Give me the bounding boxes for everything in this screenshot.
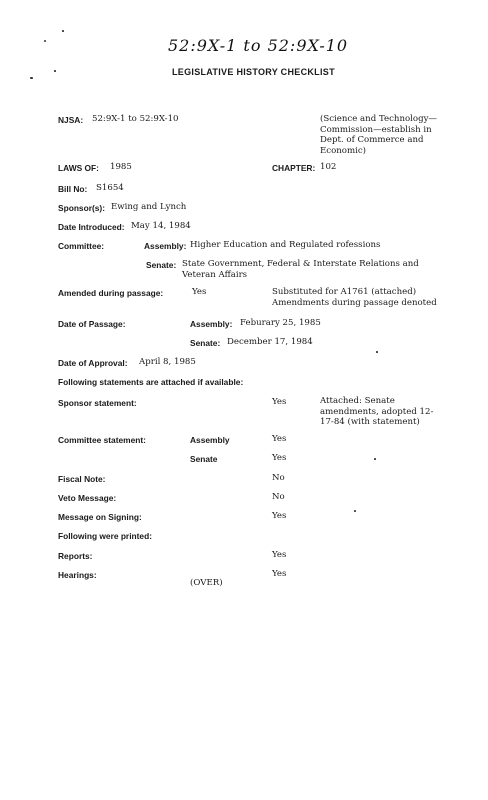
committee-statement-senate-value: Yes xyxy=(272,453,287,463)
fiscal-note-value: No xyxy=(272,473,285,483)
amended-value: Yes xyxy=(192,287,207,297)
committee-assembly-label: Assembly: xyxy=(144,241,187,251)
laws-of-value: 1985 xyxy=(110,162,132,172)
bill-no-label: Bill No: xyxy=(58,184,88,194)
sponsor-statement-note: Attached: Senate amendments, adopted 12-17-84 (with statement) xyxy=(320,396,434,427)
date-of-approval-label: Date of Approval: xyxy=(58,358,128,368)
committee-statement-label: Committee statement: xyxy=(58,435,146,445)
veto-message-label: Veto Message: xyxy=(58,493,117,503)
message-on-signing-label: Message on Signing: xyxy=(58,512,142,522)
committee-label: Committee: xyxy=(58,241,105,251)
attached-heading: Following statements are attached if available: xyxy=(58,377,244,387)
scan-speck xyxy=(376,351,378,353)
handwritten-section-range: 52:9X-1 to 52:9X-10 xyxy=(168,36,349,55)
scan-speck xyxy=(374,458,376,460)
passage-senate-label: Senate: xyxy=(190,338,221,348)
committee-senate-value: State Government, Federal & Interstate Relations and Veteran Affairs xyxy=(182,259,419,280)
veto-message-value: No xyxy=(272,492,285,502)
committee-statement-assembly-value: Yes xyxy=(272,434,287,444)
date-of-approval-value: April 8, 1985 xyxy=(139,357,196,367)
scan-speck xyxy=(54,70,56,72)
scan-speck xyxy=(62,30,64,32)
njsa-label: NJSA: xyxy=(58,115,84,125)
committee-assembly-value: Higher Education and Regulated rofessions xyxy=(190,240,381,250)
message-on-signing-value: Yes xyxy=(272,511,287,521)
passage-assembly-label: Assembly: xyxy=(190,319,233,329)
sponsor-statement-value: Yes xyxy=(272,397,287,407)
passage-assembly-value: Feburary 25, 1985 xyxy=(240,318,321,328)
date-introduced-value: May 14, 1984 xyxy=(131,221,191,231)
date-of-passage-label: Date of Passage: xyxy=(58,319,126,329)
bill-no-value: S1654 xyxy=(96,183,124,193)
scan-speck xyxy=(354,510,356,512)
amended-label: Amended during passage: xyxy=(58,288,164,298)
reports-label: Reports: xyxy=(58,551,93,561)
date-introduced-label: Date Introduced: xyxy=(58,222,125,232)
laws-of-label: LAWS OF: xyxy=(58,163,99,173)
page-title: LEGISLATIVE HISTORY CHECKLIST xyxy=(172,67,335,77)
chapter-label: CHAPTER: xyxy=(272,163,316,173)
sponsors-label: Sponsor(s): xyxy=(58,203,105,213)
passage-senate-value: December 17, 1984 xyxy=(227,337,313,347)
amended-note: Substituted for A1761 (attached) Amendments during passage denoted xyxy=(272,287,437,308)
over-note: (OVER) xyxy=(190,578,223,588)
committee-senate-label: Senate: xyxy=(146,260,177,270)
committee-statement-assembly-label: Assembly xyxy=(190,435,230,445)
scan-speck xyxy=(30,77,33,79)
printed-heading: Following were printed: xyxy=(58,531,152,541)
committee-statement-senate-label: Senate xyxy=(190,454,218,464)
hearings-value: Yes xyxy=(272,569,287,579)
njsa-description: (Science and Technology—Commission—establish in Dept. of Commerce and Economic) xyxy=(320,114,438,156)
sponsor-statement-label: Sponsor statement: xyxy=(58,398,137,408)
scan-speck xyxy=(44,40,46,42)
sponsors-value: Ewing and Lynch xyxy=(111,202,187,212)
chapter-value: 102 xyxy=(320,162,337,172)
reports-value: Yes xyxy=(272,550,287,560)
hearings-label: Hearings: xyxy=(58,570,97,580)
njsa-value: 52:9X-1 to 52:9X-10 xyxy=(92,114,179,124)
fiscal-note-label: Fiscal Note: xyxy=(58,474,106,484)
